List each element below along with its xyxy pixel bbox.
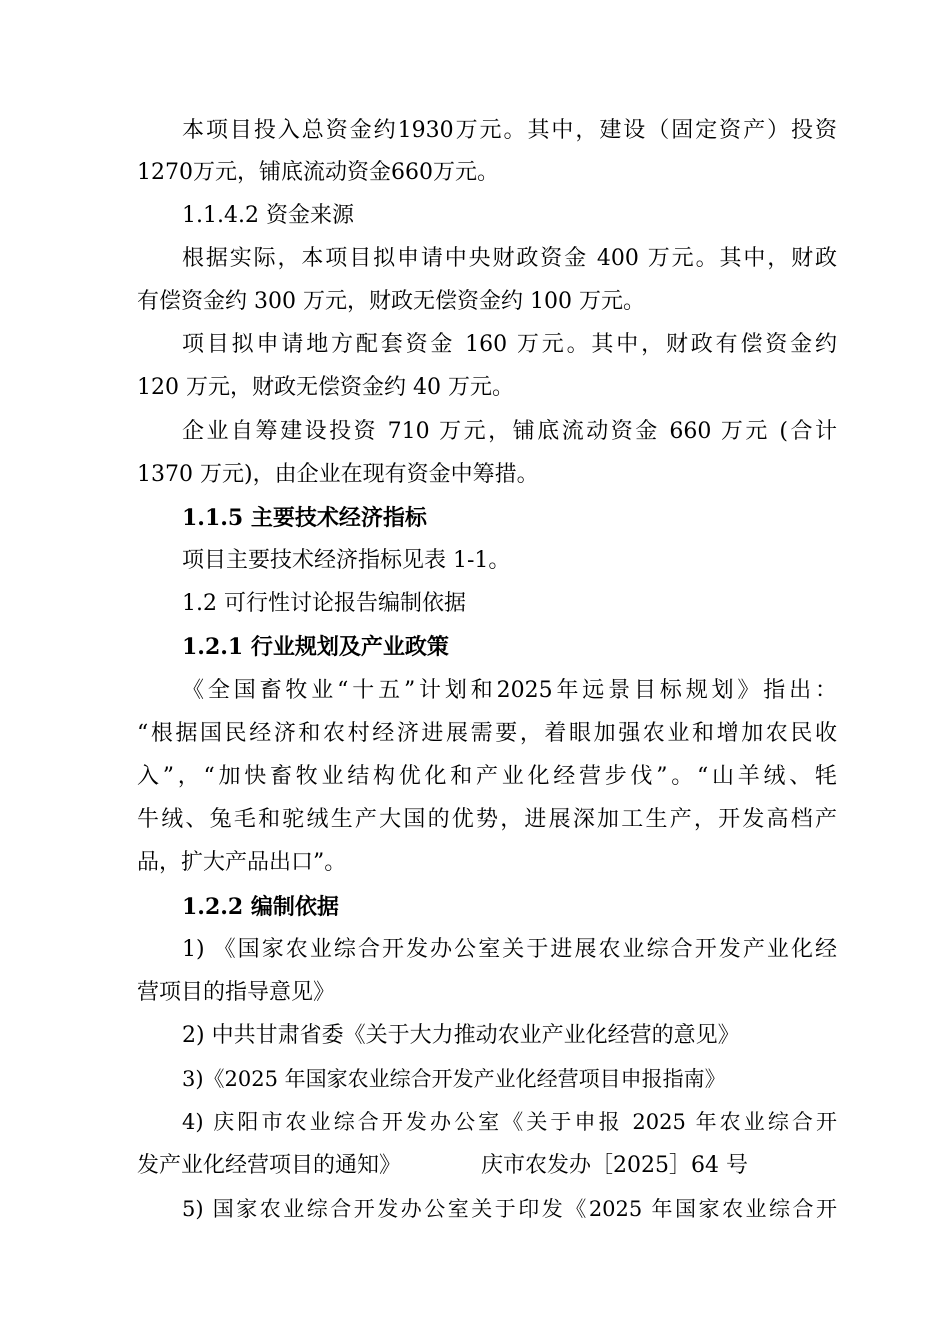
paragraph-livestock-plan-line-4: 牛绒、兔毛和驼绒生产大国的优势，进展深加工生产，开发高档产 <box>137 807 837 832</box>
section-heading-compilation-basis: 1.2 可行性讨论报告编制依据 <box>182 591 466 616</box>
reference-item-1-line-2: 营项目的指导意见》 <box>137 980 336 1005</box>
reference-item-4-line-1: 4) 庆阳市农业综合开发办公室《关于申报 2025 年农业综合开 <box>182 1110 837 1134</box>
reference-item-5-line-1: 5) 国家农业综合开发办公室关于印发《2025 年国家农业综合开 <box>182 1197 837 1221</box>
paragraph-total-investment-line-1: 本项目投入总资金约1930万元。其中，建设（固定资产）投资 <box>182 118 837 143</box>
reference-item-4-notice-title: 发产业化经营项目的通知》 <box>137 1153 402 1178</box>
paragraph-indicator-reference: 项目主要技术经济指标见表 1-1。 <box>182 548 511 573</box>
reference-item-3: 3)《2025 年国家农业综合开发产业化经营项目申报指南》 <box>182 1067 726 1091</box>
section-heading-compilation-references: 1.2.2 编制依据 <box>182 894 339 920</box>
paragraph-central-funds-line-1: 根据实际，本项目拟申请中央财政资金 400 万元。其中，财政 <box>182 246 837 271</box>
section-heading-economic-indicators: 1.1.5 主要技术经济指标 <box>182 505 427 531</box>
reference-item-1-line-1: 1) 《国家农业综合开发办公室关于进展农业综合开发产业化经 <box>182 937 837 962</box>
paragraph-self-funds-line-1: 企业自筹建设投资 710 万元，铺底流动资金 660 万元 (合计 <box>182 419 837 444</box>
paragraph-local-funds-line-2: 120 万元，财政无偿资金约 40 万元。 <box>137 375 514 400</box>
paragraph-livestock-plan-line-5: 品，扩大产品出口”。 <box>137 850 347 875</box>
paragraph-total-investment-line-2: 1270万元，铺底流动资金660万元。 <box>137 160 499 185</box>
paragraph-local-funds-line-1: 项目拟申请地方配套资金 160 万元。其中，财政有偿资金约 <box>182 332 837 357</box>
reference-item-2: 2) 中共甘肃省委《关于大力推动农业产业化经营的意见》 <box>182 1023 740 1048</box>
paragraph-livestock-plan-line-1: 《全国畜牧业“十五”计划和2025年远景目标规划》指出： <box>182 678 837 703</box>
section-heading-industry-policy: 1.2.1 行业规划及产业政策 <box>182 634 449 660</box>
paragraph-central-funds-line-2: 有偿资金约 300 万元，财政无偿资金约 100 万元。 <box>137 289 645 314</box>
paragraph-self-funds-line-2: 1370 万元)，由企业在现有资金中筹措。 <box>137 462 539 487</box>
section-heading-funding-source: 1.1.4.2 资金来源 <box>182 203 354 228</box>
paragraph-livestock-plan-line-2: “根据国民经济和农村经济进展需要，着眼加强农业和增加农民收 <box>137 721 837 746</box>
reference-item-4-line-2 <box>137 1151 837 1181</box>
reference-item-4-document-number: 庆市农发办［2025］64 号 <box>481 1153 748 1178</box>
paragraph-livestock-plan-line-3: 入”，“加快畜牧业结构优化和产业化经营步伐”。“山羊绒、牦 <box>137 764 837 789</box>
